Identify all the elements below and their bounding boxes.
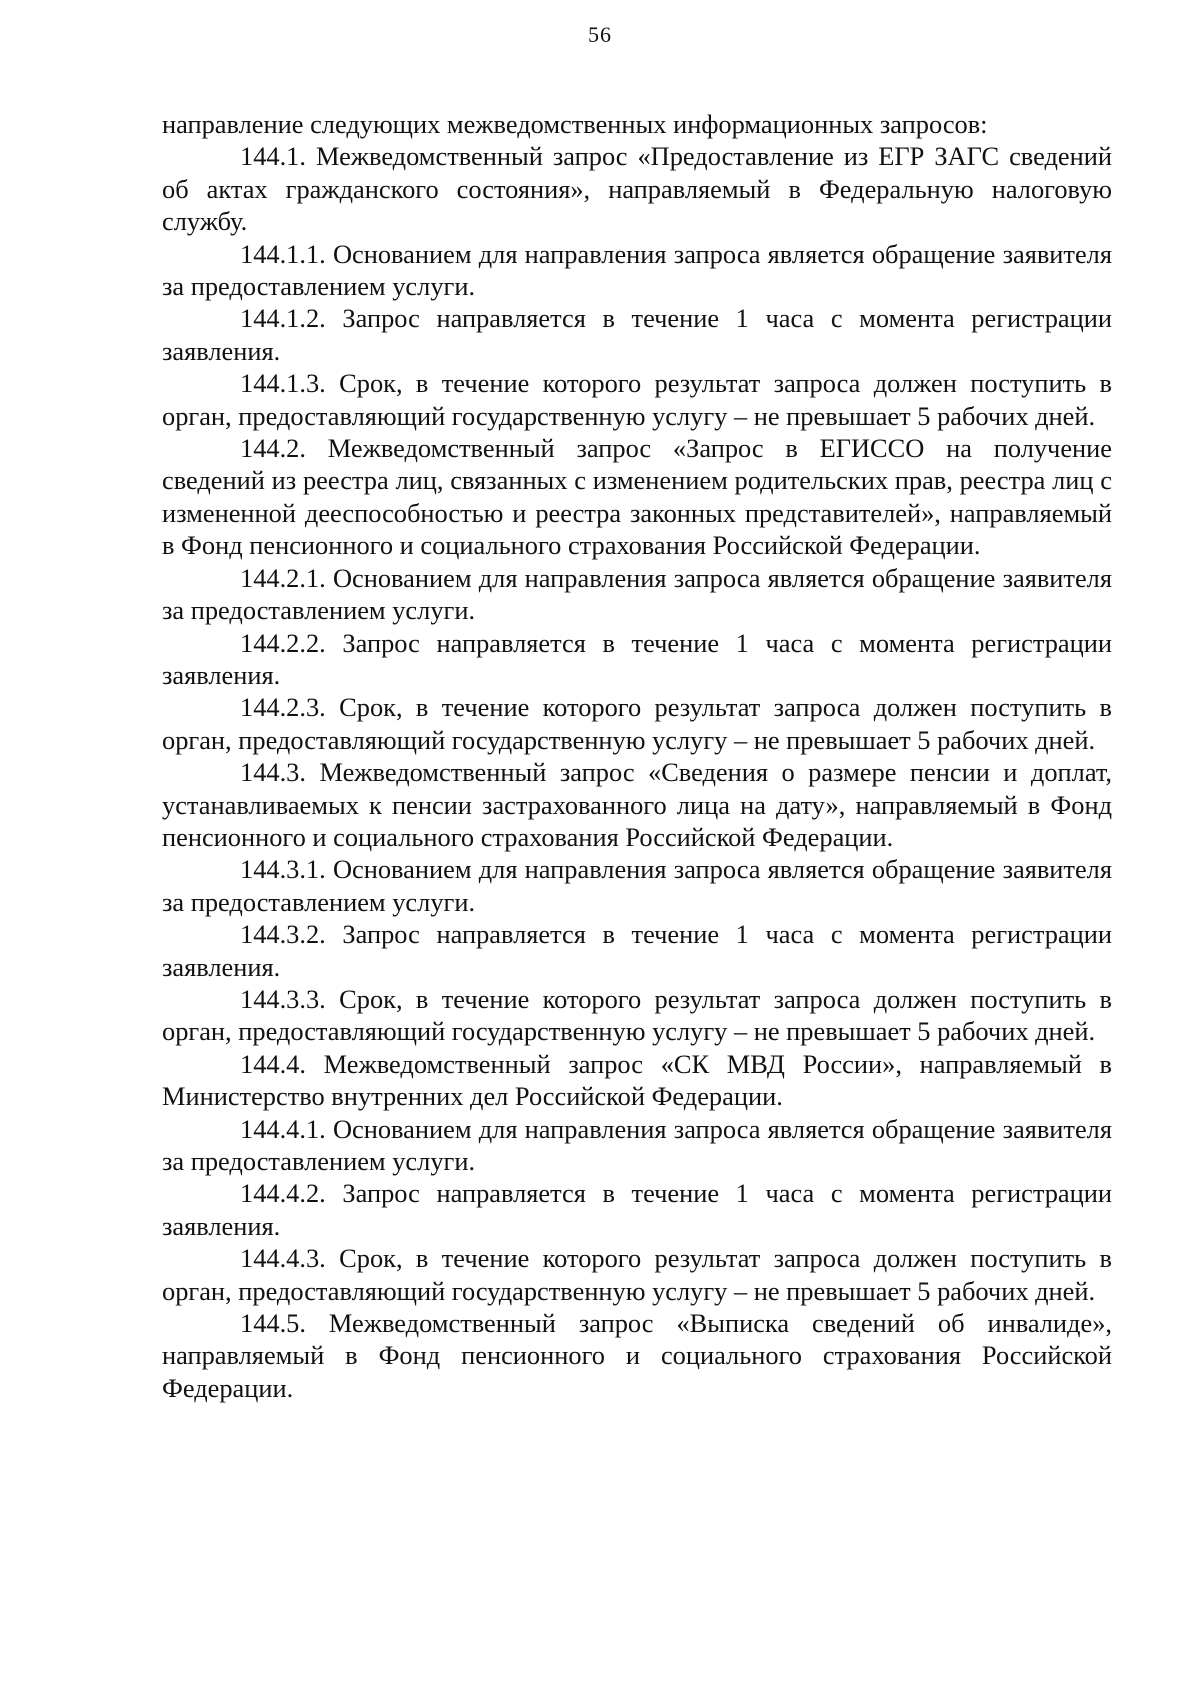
paragraph-144-4: 144.4. Межведомственный запрос «СК МВД России», направляемый в Министерство внутренних дел Российской Федерации. (162, 1048, 1112, 1112)
paragraph-144-2-2: 144.2.2. Запрос направляется в течение 1 часа с момента регистрации заявления. (162, 627, 1112, 690)
paragraph-144-4-3: 144.4.3. Срок, в течение которого результат запроса должен поступить в орган, предоставляющий государственную услугу – не превышает 5 рабочих дней. (162, 1243, 1112, 1306)
page-number: 56 (588, 22, 612, 47)
paragraph-144-3-1: 144.3.1. Основанием для направления запроса является обращение заявителя за предоставлением услуги. (162, 854, 1112, 917)
paragraph-144-1-3: 144.1.3. Срок, в течение которого результат запроса должен поступить в орган, предоставляющий государственную услугу – не превышает 5 рабочих дней. (162, 368, 1112, 431)
paragraph-144-4-2: 144.4.2. Запрос направляется в течение 1 часа с момента регистрации заявления. (162, 1178, 1112, 1241)
paragraph-intro: направление следующих межведомственных информационных запросов: (162, 109, 988, 139)
paragraph-144-2: 144.2. Межведомственный запрос «Запрос в ЕГИССО на получение сведений из реестра лиц, связанных с изменением родительских прав, реестра лиц с измененной дееспособностью и реестра законных представителей», направляемый в Фонд пенсионного и социального страхования Российской Федерации. (162, 433, 1112, 561)
paragraph-144-5: 144.5. Межведомственный запрос «Выписка сведений об инвалиде», направляемый в Фонд пенсионного и социального страхования Российской Федерации. (162, 1308, 1112, 1403)
paragraph-144-4-1: 144.4.1. Основанием для направления запроса является обращение заявителя за предоставлением услуги. (162, 1113, 1112, 1176)
paragraph-144-3-2: 144.3.2. Запрос направляется в течение 1 часа с момента регистрации заявления. (162, 919, 1112, 982)
paragraph-144-2-3: 144.2.3. Срок, в течение которого результат запроса должен поступить в орган, предоставляющий государственную услугу – не превышает 5 рабочих дней. (162, 692, 1112, 755)
paragraph-144-3: 144.3. Межведомственный запрос «Сведения о размере пенсии и доплат, устанавливаемых к пенсии застрахованного лица на дату», направляемый в Фонд пенсионного и социального страхования Российской Федерации. (162, 757, 1112, 852)
document-body (162, 108, 1112, 1404)
paragraph-144-3-3: 144.3.3. Срок, в течение которого результат запроса должен поступить в орган, предоставляющий государственную услугу – не превышает 5 рабочих дней. (162, 983, 1112, 1047)
paragraph-144-2-1: 144.2.1. Основанием для направления запроса является обращение заявителя за предоставлением услуги. (162, 562, 1112, 626)
paragraph-144-1: 144.1. Межведомственный запрос «Предоставление из ЕГР ЗАГС сведений об актах гражданского состояния», направляемый в Федеральную налоговую службу. (162, 141, 1112, 237)
paragraph-144-1-1: 144.1.1. Основанием для направления запроса является обращение заявителя за предоставлением услуги. (162, 238, 1112, 302)
paragraph-144-1-2: 144.1.2. Запрос направляется в течение 1 часа с момента регистрации заявления. (162, 303, 1112, 366)
